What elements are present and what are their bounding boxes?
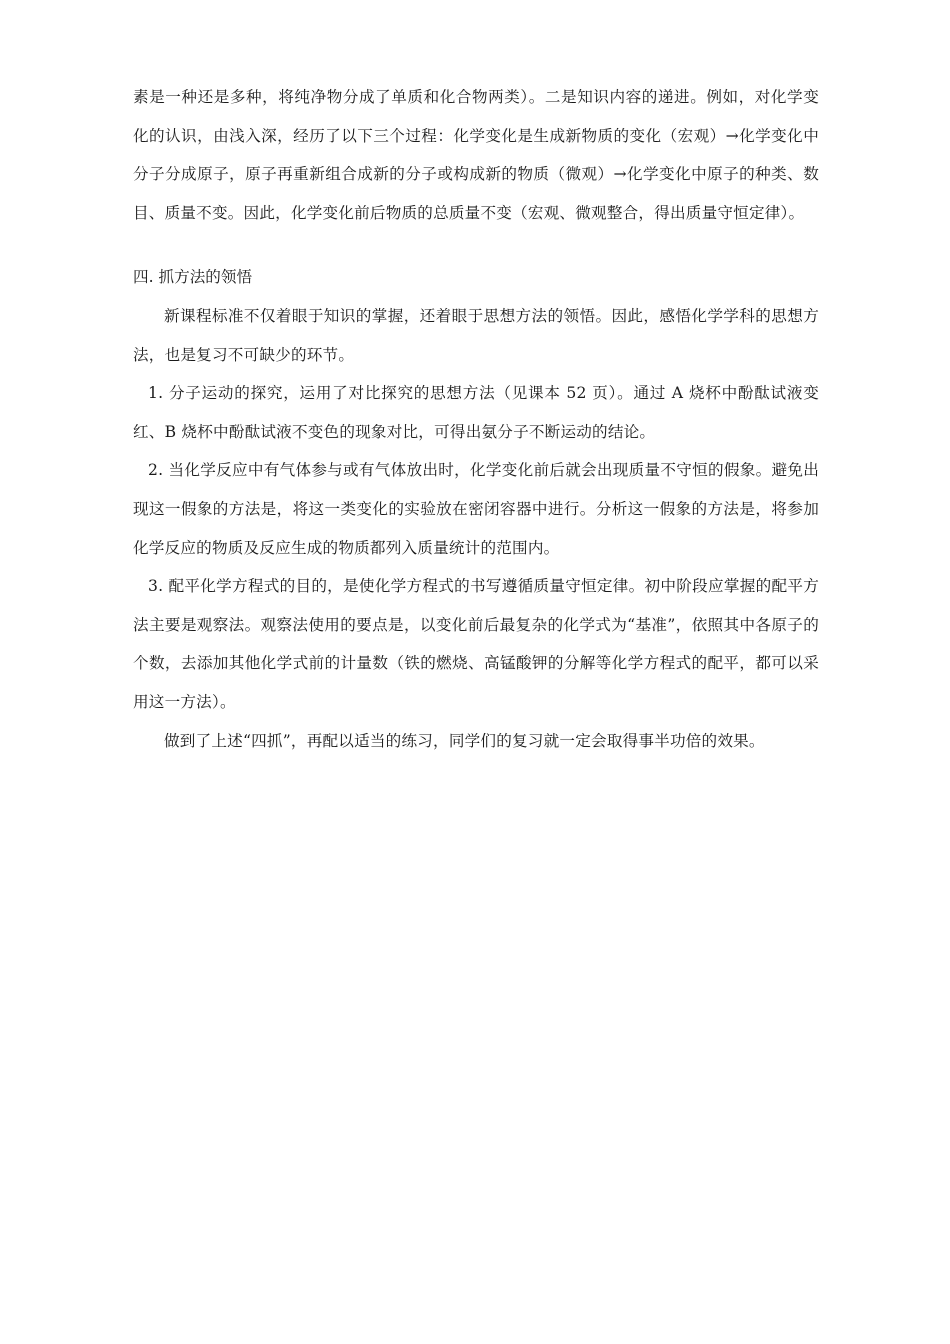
closing-paragraph: 做到了上述“四抓”，再配以适当的练习，同学们的复习就一定会取得事半功倍的效果。 bbox=[164, 731, 765, 750]
list-item: 3. 配平化学方程式的目的，是使化学方程式的书写遵循质量守恒定律。初中阶段应掌握的配平方法主要是观察法。观察法使用的要点是，以变化前后最复杂的化学式为“基准”，依照其中各原子的个数，去添加其他化学式前的计量数（铁的燃烧、高锰酸钾的分解等化学方程式的配平，都可以采用这一方法）。 bbox=[133, 577, 819, 711]
list-item: 1. 分子运动的探究，运用了对比探究的思想方法（见课本 52 页）。通过 A 烧杯中酚酞试液变红、B 烧杯中酚酞试液不变色的现象对比，可得出氨分子不断运动的结论。 bbox=[133, 384, 819, 441]
document-body bbox=[133, 78, 819, 760]
intro-paragraph: 素是一种还是多种，将纯净物分成了单质和化合物两类）。二是知识内容的递进。例如，对化学变化的认识，由浅入深，经历了以下三个过程：化学变化是生成新物质的变化（宏观）→化学变化中分子分成原子，原子再重新组合成新的分子或构成新的物质（微观）→化学变化中原子的种类、数目、质量不变。因此，化学变化前后物质的总质量不变（宏观、微观整合，得出质量守恒定律）。 bbox=[133, 88, 819, 222]
intro-block bbox=[133, 78, 819, 232]
section-intro-paragraph: 新课程标准不仅着眼于知识的掌握，还着眼于思想方法的领悟。因此，感悟化学学科的思想方法，也是复习不可缺少的环节。 bbox=[133, 306, 819, 364]
list-item: 2. 当化学反应中有气体参与或有气体放出时，化学变化前后就会出现质量不守恒的假象。避免出现这一假象的方法是，将这一类变化的实验放在密闭容器中进行。分析这一假象的方法是，将参加化学反应的物质及反应生成的物质都列入质量统计的范围内。 bbox=[133, 461, 819, 557]
section-body bbox=[133, 297, 819, 760]
section-heading: 四. 抓方法的领悟 bbox=[133, 268, 253, 287]
